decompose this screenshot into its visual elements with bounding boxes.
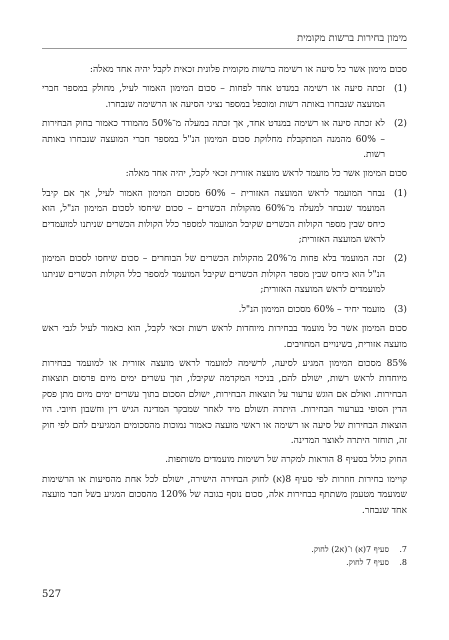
footnotes [42,543,407,569]
item-number: (1) [393,187,407,199]
list-item [42,186,407,248]
list-item [42,81,407,112]
item-text: זכה המועמד בלא פחות מ־20% מהקולות הכשרים של הבוחרים – סכום שיחסו לסכום המימון הנ"ל הוא כיחס שבין מספר הקולות הכשרים שקיבל המועמד למספר כלל הקולות הכשרים שניתנו למועמדים לראש המועצה האזורית; [42,253,385,296]
page-number: 527 [42,589,62,600]
item-text: מועמד יחיד – 60% מסכום המימון הנ"ל. [238,303,385,315]
list-item [42,116,407,162]
paragraph: קויימו בחירות חוזרות לפי סעיף 8(א) לחוק הבחירה הישירה, ישולם לכל אחת מהסיעות או הרשימות שמועמד מטעמן משתתף בבחירות אלה, סכום נוסף בגובה של 120% מהסכום המגיע בשל חבר מועצה אחד שנבחר. [42,473,408,516]
footnote-number: 7. [399,545,407,554]
footnote [42,556,407,569]
paragraph: החוק כולל בסעיף 8 הוראות למקרה של רשימות מועמדים משותפות. [165,454,407,466]
paragraph: סכום מימון אשר כל סיעה או רשימה ברשות מקומית פלונית זכאית לקבל יהיה אחד מאלה: [89,64,407,75]
footnote-text: סעיף 7 לחוק. [346,558,389,567]
item-text: זכתה סיעה או רשימה במנדט אחד לפחות – סכום המימון האמור לעיל, מחולק במספר חברי המועצה שנבחרו באותה רשות ומוכפל במספר נציגי הסיעה או הרשימה שנבחרו. [42,83,385,110]
footnote-text: סעיף 7(א) ו־(א2) לחוק. [311,545,389,554]
item-text: נבחר המועמד לראש המועצה האזורית – 60% מסכום המימון האמור לעיל, אך אם קיבל המועמד שנבחר למעלה מ־60% מהקולות הכשרים – סכום שיחסו לסכום המימון הנ"ל, הוא כיחס שבין מספר הקולות הכשרים שקיבל המועמד למספר כלל הקולות הכשרים שניתנו למועמדים לראש המועצה האזורית; [42,187,385,246]
item-text: לא זכתה סיעה או רשימה במנדט אחד, אך זכתה במעלה מ־50% מהמודד כאמור בחוק הבחירות – 60% מהמנה המתקבלת מחלוקת סכום המימון הנ"ל במספר חברי המועצה שנבחרו באותה רשות. [42,118,385,161]
item-number: (1) [393,83,407,95]
footnote-number: 8. [399,558,407,567]
item-number: (2) [393,253,407,265]
item-number: (2) [393,118,407,130]
item-number: (3) [393,303,407,315]
list-item [42,302,407,317]
paragraph: 85% מסכום המימון המגיע לסיעה, לרשימה למועמד לראש מועצה אזורית או למועמד בבחירות מיוחדות לראש רשות, ישולם להם, בניכוי המקדמה שקיבלו, תוך עשרים ימים מיום פרסום תוצאות הבחירות. ואולם אם הוגש ערעור על תוצאות הבחירות, ישולם הסכום בתוך עשרים ימים מיום מתן פסק הדין הסופי בערעור הבחירות. היתרה תשולם מיד לאחר שמבקר המדינה הגיש דין וחשבון חיובי. היו הוצאות הבחירות של סיעה או רשימה או ראשי מועצה כאמור נמוכות מהסכומים המגיעים להם לפי חוק זה, תוחזר היתרה לאוצר המדינה. [42,357,407,446]
paragraph: סכום המימון אשר כל מועמד בבחירות מיוחדות לראש רשות זכאי לקבל, הוא כאמור לעיל לגבי ראש מועצה אזורית, בשינויים המחויבים. [42,323,407,350]
main-text [42,62,407,522]
list-item [42,251,407,297]
footnote [42,543,407,556]
running-header: מימון בחירות ברשות מקומית [42,33,407,49]
paragraph: סכום המימון אשר כל מועמד לראש מועצה אזורית זכאי לקבל, יהיה אחד מאלה: [125,168,407,180]
